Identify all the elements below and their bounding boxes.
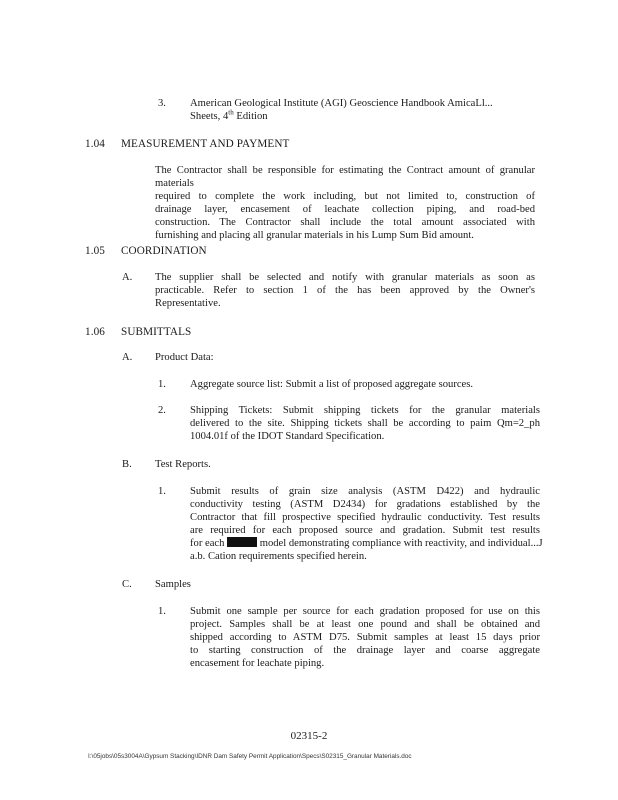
item-3-line2 bbox=[190, 110, 268, 123]
para-line bbox=[190, 537, 543, 550]
para-line: The supplier shall be selected and notify with granular materials as soon as bbox=[155, 272, 535, 283]
page-number: 02315-2 bbox=[290, 730, 328, 742]
section-1-05-number: 1.05 bbox=[85, 245, 105, 257]
product-data-item-2-number: 2. bbox=[158, 405, 166, 416]
submittals-b-letter: B. bbox=[122, 459, 132, 470]
section-1-04-paragraph bbox=[155, 164, 535, 242]
section-1-05-item-a-text bbox=[155, 271, 535, 310]
section-1-05-title: COORDINATION bbox=[121, 245, 207, 257]
item-3-number: 3. bbox=[158, 98, 166, 109]
line5-pre: for each bbox=[190, 538, 228, 549]
para-line: conductivity testing (ASTM D2434) for gradations established by the bbox=[190, 499, 540, 510]
item-3-line2-post: Edition bbox=[233, 111, 268, 122]
item-3-line2-sup: th bbox=[228, 108, 234, 117]
para-line: furnishing and placing all granular materials in his Lump Sum Bid amount. bbox=[155, 230, 474, 241]
para-line: Contractor that fill prospective specified hydraulic conductivity. Test results bbox=[190, 512, 540, 523]
submittals-b-title: Test Reports. bbox=[155, 459, 211, 470]
item-3-line1: American Geological Institute (AGI) Geoscience Handbook AmicaLl... bbox=[190, 98, 493, 109]
para-line: project. Samples shall be at least one pound and shall be obtained and bbox=[190, 619, 540, 630]
para-line: 1004.01f of the IDOT Standard Specification. bbox=[190, 431, 385, 442]
para-line: drainage layer, encasement of leachate collection piping, and road-bed bbox=[155, 204, 535, 215]
para-line: a.b. Cation requirements specified herein. bbox=[190, 551, 367, 562]
test-reports-item-1-text bbox=[190, 485, 543, 563]
product-data-item-1-number: 1. bbox=[158, 379, 166, 390]
para-line: construction. The Contractor shall include the total amount associated with bbox=[155, 217, 535, 228]
para-line: are required for each proposed source and gradation. Submit test results bbox=[190, 525, 540, 536]
product-data-item-1-text: Aggregate source list: Submit a list of proposed aggregate sources. bbox=[190, 379, 474, 390]
submittals-c-title: Samples bbox=[155, 579, 191, 590]
para-line: The Contractor shall be responsible for estimating the Contract amount of granular materials bbox=[155, 165, 535, 189]
samples-item-1-text bbox=[190, 605, 540, 670]
para-line: practicable. Refer to section 1 of the has been approved by the Owner's bbox=[155, 285, 535, 296]
product-data-item-2-text bbox=[190, 404, 540, 443]
samples-item-1-number: 1. bbox=[158, 606, 166, 617]
submittals-a-title: Product Data: bbox=[155, 352, 214, 363]
para-line: Submit results of grain size analysis (ASTM D422) and hydraulic bbox=[190, 486, 540, 497]
test-reports-item-1-number: 1. bbox=[158, 486, 166, 497]
para-line: to starting construction of the drainage layer and coarse aggregate bbox=[190, 645, 540, 656]
line5-post: model demonstrating compliance with reactivity, and individual...J bbox=[257, 538, 543, 549]
item-3-line2-pre: Sheets, 4 bbox=[190, 111, 229, 122]
para-line: delivered to the site. Shipping tickets shall be according to paim Qm=2_ph bbox=[190, 418, 540, 429]
submittals-a-letter: A. bbox=[122, 352, 133, 363]
para-line: shipped according to ASTM D75. Submit samples at least 15 days prior bbox=[190, 632, 540, 643]
para-line: Shipping Tickets: Submit shipping tickets for the granular materials bbox=[190, 405, 540, 416]
section-1-04-number: 1.04 bbox=[85, 138, 105, 150]
redaction-block bbox=[227, 537, 257, 547]
para-line: Submit one sample per source for each gradation proposed for use on this bbox=[190, 606, 540, 617]
section-1-06-title: SUBMITTALS bbox=[121, 326, 192, 338]
section-1-06-number: 1.06 bbox=[85, 326, 105, 338]
section-1-05-item-a-letter: A. bbox=[122, 272, 133, 283]
footer-file-path: I:\05jobs\05s3004A\Gypsum Stacking\IDNR Dam Safety Permit Application\Specs\S02315_Granular Materials.doc bbox=[88, 753, 412, 760]
section-1-04-title: MEASUREMENT AND PAYMENT bbox=[121, 138, 290, 150]
para-line: encasement for leachate piping. bbox=[190, 658, 325, 669]
submittals-c-letter: C. bbox=[122, 579, 132, 590]
para-line: Representative. bbox=[155, 298, 221, 309]
para-line: required to complete the work including, but not limited to, construction of bbox=[155, 191, 535, 202]
